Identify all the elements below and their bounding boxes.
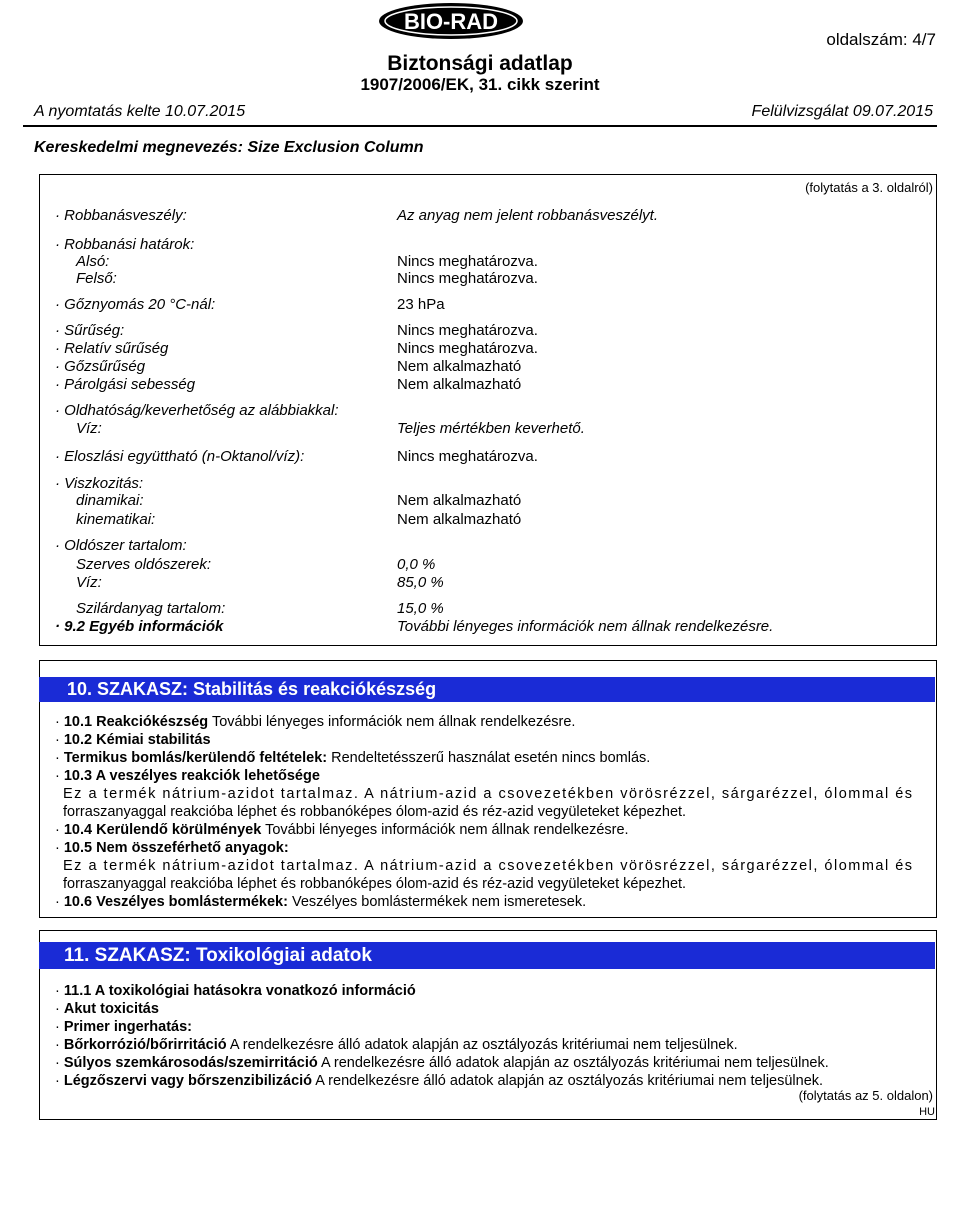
prop-label: Víz: (76, 574, 102, 591)
document-subtitle: 1907/2006/EK, 31. cikk szerint (360, 75, 600, 94)
prop-value: Nincs meghatározva. (397, 270, 538, 287)
prop-value: Nincs meghatározva. (397, 448, 538, 465)
print-date: A nyomtatás kelte 10.07.2015 (34, 103, 246, 120)
tox-info-label: 11.1 A toxikológiai hatásokra vonatkozó információ (63, 983, 416, 999)
prop-value: 15,0 % (397, 600, 444, 617)
prop-value: Teljes mértékben keverhető. (397, 420, 585, 437)
stability-line: · 10.2 Kémiai stabilitás (55, 732, 211, 748)
prop-label: Alsó: (76, 253, 110, 270)
revision-date: Felülvizsgálat 09.07.2015 (751, 103, 933, 120)
prop-label: · Gőznyomás 20 °C-nál: (55, 296, 216, 313)
prop-value: További lényeges információk nem állnak rendelkezésre. (397, 618, 774, 635)
prop-label: · Gőzsűrűség (55, 358, 146, 375)
stability-label: 10.2 Kémiai stabilitás (63, 732, 211, 748)
section10-title: 10. SZAKASZ: Stabilitás és reakciókészség (67, 679, 437, 699)
section11-title: 11. SZAKASZ: Toxikológiai adatok (64, 945, 372, 966)
decomposition-label: 10.6 Veszélyes bomlástermékek: (63, 894, 288, 910)
prop-label: kinematikai: (76, 511, 156, 528)
skin-text: A rendelkezésre álló adatok alapján az osztályozás kritériumai nem teljesülnek. (229, 1037, 738, 1053)
reactivity-label: 10.1 Reakciókészség (63, 714, 209, 730)
prop-label: · Párolgási sebesség (55, 376, 196, 393)
reactivity-line: · 10.1 Reakciókészség További lényeges információk nem állnak rendelkezésre. (55, 714, 576, 730)
resp-label: Légzőszervi vagy bőrszenzibilizáció (63, 1073, 313, 1089)
prop-value: 23 hPa (397, 296, 445, 313)
hazardous-reactions-label: 10.3 A veszélyes reakciók lehetősége (63, 768, 320, 784)
section11-body (55, 982, 829, 1090)
reactivity-text: További lényeges információk nem állnak rendelkezésre. (211, 714, 576, 730)
logo-text: BIO-RAD (403, 9, 499, 34)
thermal-label: Termikus bomlás/kerülendő feltételek: (63, 750, 328, 766)
prop-label: · Robbanási határok: (55, 236, 195, 253)
conditions-text: További lényeges információk nem állnak rendelkezésre. (265, 822, 629, 838)
prop-label: · Viszkozitás: (55, 475, 144, 492)
continued-from: (folytatás a 3. oldalról) (805, 180, 933, 195)
hazardous-reactions-line: · 10.3 A veszélyes reakciók lehetősége (55, 768, 320, 784)
incompatible-text2: forraszanyaggal reakcióba léphet és robbanóképes ólom-azid és réz-azid vegyületeket képezhet. (63, 876, 687, 892)
prop-value: Nem alkalmazható (397, 376, 522, 393)
skin-line: · Bőrkorrózió/bőrirritáció A rendelkezésre álló adatok alapján az osztályozás kritériumai nem teljesülnek. (55, 1037, 738, 1053)
hazardous-reactions-text: Ez a termék nátrium-azidot tartalmaz. A nátrium-azid a csovezetékben vörösrézzel, sárgarézzel, ólommal és (63, 786, 914, 802)
acute-line: · Akut toxicitás (55, 1001, 159, 1017)
resp-line: · Légzőszervi vagy bőrszenzibilizáció A rendelkezésre álló adatok alapján az osztályozás kritériumai nem teljesülnek. (55, 1073, 824, 1089)
section10-heading (39, 677, 935, 702)
acute-label: Akut toxicitás (63, 1001, 159, 1017)
tox-info-line: · 11.1 A toxikológiai hatásokra vonatkozó információ (55, 983, 416, 999)
header-divider (23, 125, 937, 127)
primary-label: Primer ingerhatás: (63, 1019, 192, 1035)
prop-value: Nem alkalmazható (397, 511, 522, 528)
trade-name: Kereskedelmi megnevezés: Size Exclusion Column (34, 139, 424, 156)
conditions-line: · 10.4 Kerülendő körülmények További lényeges információk nem állnak rendelkezésre. (55, 822, 629, 838)
incompatible-label: 10.5 Nem összeférhető anyagok: (63, 840, 289, 856)
prop-label: · Sűrűség: (55, 322, 125, 339)
prop-label: Szilárdanyag tartalom: (76, 600, 226, 617)
thermal-line: · Termikus bomlás/kerülendő feltételek: Rendeltetésszerű használat esetén nincs bomlás. (55, 750, 651, 766)
prop-label: · Oldószer tartalom: (55, 537, 187, 554)
decomposition-line: · 10.6 Veszélyes bomlástermékek: Veszélyes bomlástermékek nem ismeretesek. (55, 894, 587, 910)
eye-line: · Súlyos szemkárosodás/szemirritáció A rendelkezésre álló adatok alapján az osztályozás kritériumai nem teljesülnek. (55, 1055, 829, 1071)
decomposition-text: Veszélyes bomlástermékek nem ismeretesek. (291, 894, 587, 910)
document-title: Biztonsági adatlap (387, 52, 573, 75)
prop-value: Nincs meghatározva. (397, 340, 538, 357)
primary-line: · Primer ingerhatás: (55, 1019, 192, 1035)
prop-label: · Robbanásveszély: (55, 207, 187, 224)
prop-label: · Eloszlási együttható (n-Oktanol/víz): (55, 448, 305, 465)
section11-heading (39, 942, 935, 969)
thermal-text: Rendeltetésszerű használat esetén nincs bomlás. (331, 750, 651, 766)
prop-value: Az anyag nem jelent robbanásveszélyt. (397, 207, 658, 224)
bio-rad-logo (378, 2, 524, 40)
prop-label: · 9.2 Egyéb információk (55, 618, 224, 635)
eye-label: Súlyos szemkárosodás/szemirritáció (63, 1055, 318, 1071)
prop-value: Nem alkalmazható (397, 358, 522, 375)
hazardous-reactions-text2: forraszanyaggal reakcióba léphet és robbanóképes ólom-azid és réz-azid vegyületeket képezhet. (63, 804, 687, 820)
section10-body (55, 713, 914, 911)
incompatible-text: Ez a termék nátrium-azidot tartalmaz. A nátrium-azid a csovezetékben vörösrézzel, sárgarézzel, ólommal és (63, 858, 914, 874)
prop-value: Nincs meghatározva. (397, 253, 538, 270)
resp-text: A rendelkezésre álló adatok alapján az osztályozás kritériumai nem teljesülnek. (315, 1073, 824, 1089)
skin-label: Bőrkorrózió/bőrirritáció (63, 1037, 227, 1053)
prop-label: Felső: (76, 270, 117, 287)
continued-to: (folytatás az 5. oldalon) (798, 1088, 933, 1103)
prop-label: Víz: (76, 420, 102, 437)
conditions-label: 10.4 Kerülendő körülmények (63, 822, 262, 838)
page-number: oldalszám: 4/7 (826, 30, 936, 49)
language-code: HU (919, 1106, 935, 1118)
incompatible-line: · 10.5 Nem összeférhető anyagok: (55, 840, 289, 856)
prop-value: 0,0 % (397, 556, 436, 573)
prop-label: Szerves oldószerek: (76, 556, 212, 573)
prop-label: dinamikai: (76, 492, 144, 509)
prop-value: 85,0 % (397, 574, 444, 591)
prop-value: Nem alkalmazható (397, 492, 522, 509)
prop-value: Nincs meghatározva. (397, 322, 538, 339)
prop-label: · Oldhatóság/keverhetőség az alábbiakkal: (55, 402, 339, 419)
prop-label: · Relatív sűrűség (55, 340, 169, 357)
eye-text: A rendelkezésre álló adatok alapján az osztályozás kritériumai nem teljesülnek. (320, 1055, 829, 1071)
